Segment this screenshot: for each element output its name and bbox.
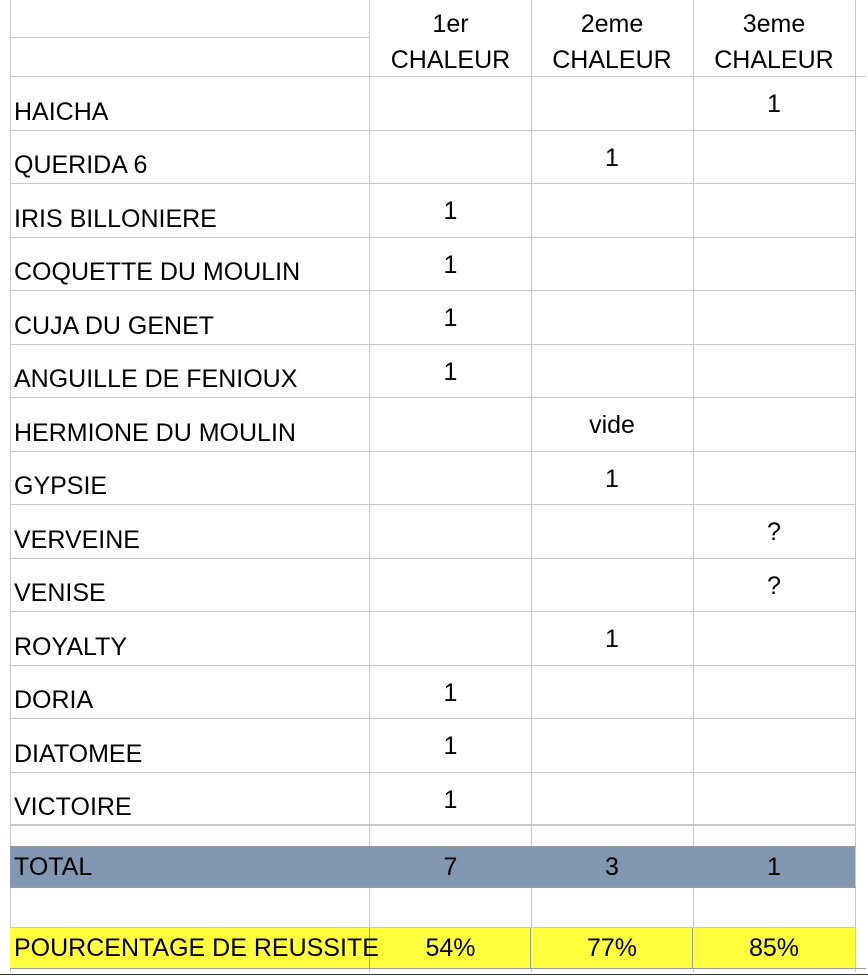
row-col-1[interactable]: 1: [443, 197, 458, 225]
grid-line: [10, 968, 866, 969]
row-name[interactable]: VERVEINE: [14, 526, 140, 554]
row-col-2[interactable]: [531, 773, 693, 825]
row-name[interactable]: HERMIONE DU MOULIN: [14, 419, 296, 447]
table-row: [0, 291, 868, 344]
row-col-2[interactable]: [531, 559, 693, 611]
total-row: [10, 847, 855, 887]
header-col-1-line1: 1er: [432, 10, 469, 38]
row-name[interactable]: COQUETTE DU MOULIN: [14, 258, 301, 286]
table-row: [0, 505, 868, 558]
row-col-1[interactable]: 1: [443, 679, 458, 707]
row-col-3[interactable]: 1: [767, 90, 781, 118]
row-col-1[interactable]: [370, 452, 531, 504]
row-name[interactable]: DIATOMEE: [14, 740, 143, 768]
row-name[interactable]: DORIA: [14, 686, 94, 714]
row-name[interactable]: QUERIDA 6: [14, 151, 148, 179]
row-col-1[interactable]: [370, 559, 531, 611]
table-row: [0, 345, 868, 397]
header-col-2[interactable]: [531, 0, 693, 76]
header-col-1[interactable]: [370, 0, 531, 76]
row-name[interactable]: ANGUILLE DE FENIOUX: [14, 365, 298, 393]
total-col-3[interactable]: 1: [767, 852, 781, 881]
header-row: [0, 0, 868, 76]
row-name[interactable]: GYPSIE: [14, 472, 108, 500]
row-col-2[interactable]: [531, 666, 693, 718]
row-col-1[interactable]: 1: [443, 251, 458, 279]
grid-line: [10, 887, 856, 888]
row-name[interactable]: IRIS BILLONIERE: [14, 205, 217, 233]
table-row: [0, 719, 868, 772]
percentage-col-1[interactable]: 54%: [425, 933, 476, 962]
row-col-2[interactable]: [531, 184, 693, 237]
row-col-1[interactable]: [370, 612, 531, 665]
table-row: [0, 559, 868, 611]
table-row: [0, 184, 868, 237]
table-row: [0, 612, 868, 665]
row-col-2[interactable]: [531, 238, 693, 290]
grid-line: [0, 974, 868, 975]
row-name[interactable]: VENISE: [14, 579, 106, 607]
table-row: [0, 666, 868, 718]
row-col-2[interactable]: 1: [605, 625, 619, 653]
row-col-2[interactable]: [531, 345, 693, 397]
row-col-3[interactable]: [693, 398, 855, 451]
row-col-1[interactable]: 1: [443, 786, 458, 814]
row-col-3[interactable]: [693, 719, 855, 772]
row-col-1[interactable]: 1: [443, 358, 458, 386]
total-col-2[interactable]: 3: [605, 852, 619, 881]
row-col-2[interactable]: 1: [605, 144, 619, 172]
row-col-2[interactable]: [531, 77, 693, 130]
row-col-1[interactable]: 1: [443, 304, 458, 332]
table-row: [0, 398, 868, 451]
row-col-2[interactable]: [531, 719, 693, 772]
header-col-2-line2: CHALEUR: [552, 46, 672, 74]
row-col-3[interactable]: [693, 345, 855, 397]
header-col-3-line2: CHALEUR: [714, 46, 834, 74]
header-col-1-line2: CHALEUR: [390, 46, 511, 74]
row-name[interactable]: VICTOIRE: [14, 793, 132, 821]
table-row: [0, 773, 868, 825]
table-row: [0, 238, 868, 290]
row-name[interactable]: HAICHA: [14, 98, 109, 126]
grid-line: [10, 824, 856, 825]
row-col-3[interactable]: [693, 131, 855, 183]
row-col-3[interactable]: ?: [767, 572, 781, 600]
table-row: [0, 452, 868, 504]
header-col-2-line1: 2eme: [580, 10, 644, 38]
percentage-label[interactable]: POURCENTAGE DE REUSSITE: [14, 933, 379, 962]
row-col-3[interactable]: [693, 452, 855, 504]
table-row: [0, 77, 868, 130]
row-col-1[interactable]: [370, 505, 531, 558]
row-name[interactable]: ROYALTY: [14, 633, 127, 661]
grid-line: [10, 37, 369, 38]
percentage-col-3[interactable]: 85%: [748, 933, 800, 962]
row-col-3[interactable]: [693, 184, 855, 237]
row-col-3[interactable]: [693, 666, 855, 718]
row-col-1[interactable]: [370, 131, 531, 183]
percentage-row: [10, 928, 855, 968]
row-col-3[interactable]: [693, 773, 855, 825]
header-col-3[interactable]: [693, 0, 855, 76]
row-col-2[interactable]: [531, 291, 693, 344]
row-col-1[interactable]: [370, 398, 531, 451]
percentage-col-2[interactable]: 77%: [586, 933, 638, 962]
row-col-3[interactable]: ?: [767, 518, 781, 546]
grid-line: [10, 825, 856, 826]
total-label[interactable]: TOTAL: [14, 852, 93, 881]
table-row: [0, 131, 868, 183]
row-col-3[interactable]: [693, 238, 855, 290]
row-col-3[interactable]: [693, 291, 855, 344]
row-col-1[interactable]: [370, 77, 531, 130]
row-col-2[interactable]: 1: [605, 465, 619, 493]
total-col-1[interactable]: 7: [443, 852, 458, 881]
row-col-1[interactable]: 1: [443, 732, 458, 760]
row-col-3[interactable]: [693, 612, 855, 665]
row-name[interactable]: CUJA DU GENET: [14, 312, 215, 340]
header-col-3-line1: 3eme: [742, 10, 806, 38]
row-col-2[interactable]: [531, 505, 693, 558]
row-col-2[interactable]: vide: [589, 411, 635, 439]
